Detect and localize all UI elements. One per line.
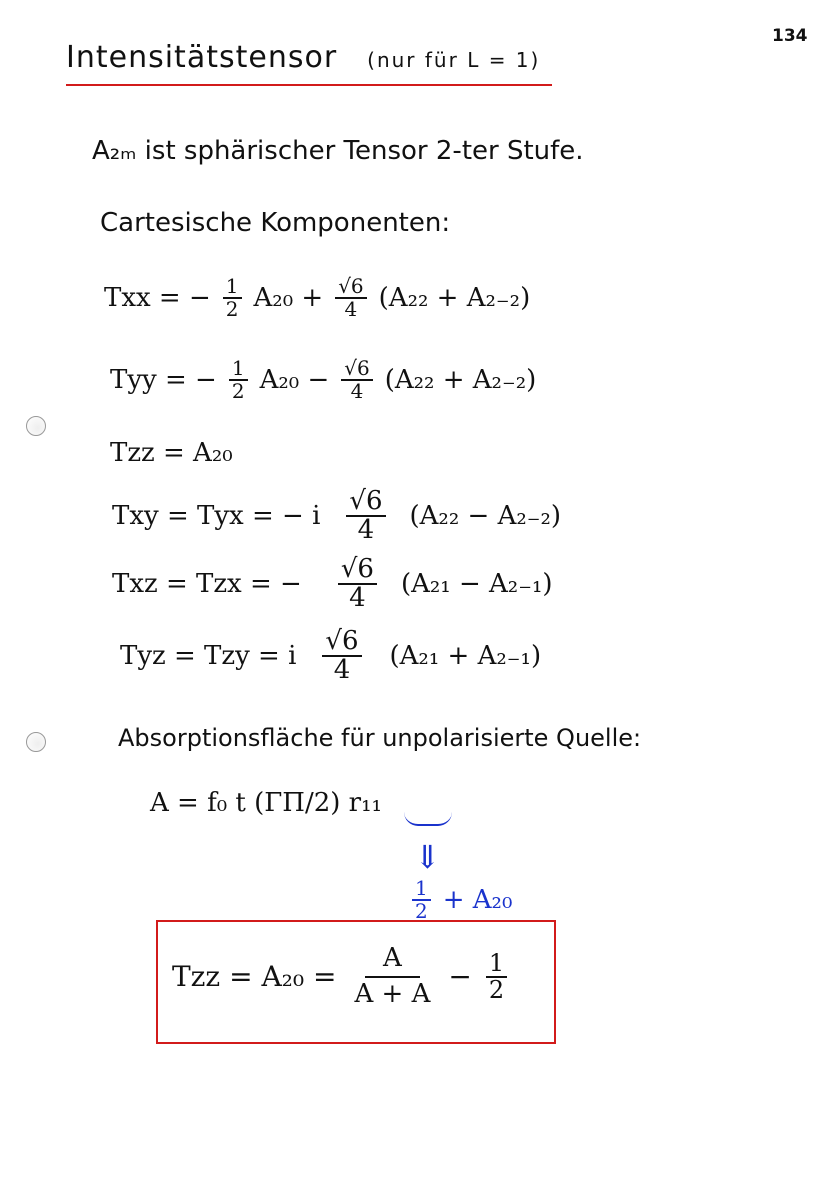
- double-down-arrow-icon: ⇓: [414, 838, 441, 876]
- fraction-denominator: 2: [231, 379, 245, 403]
- title-text: Intensitätstensor: [66, 40, 338, 75]
- fraction-numerator: √6: [341, 358, 372, 381]
- equation-tzz: [110, 438, 233, 468]
- fraction-numerator: 1: [486, 951, 507, 978]
- heading-cartesian: Cartesische Komponenten:: [100, 208, 451, 238]
- txy-rhs: (A₂₂ − A₂₋₂): [409, 501, 562, 532]
- half-fraction: [223, 276, 242, 320]
- half-fraction: [412, 878, 431, 922]
- fraction-numerator: 1: [412, 878, 431, 901]
- equation-txx: [104, 276, 530, 320]
- fraction-denominator: 4: [344, 297, 358, 321]
- half-fraction: [229, 358, 248, 402]
- result-fraction: [354, 942, 430, 1012]
- fraction-denominator: 4: [333, 655, 351, 686]
- heading-absorption: Absorptionsfläche für unpolarisierte Quelle:: [118, 724, 642, 752]
- fraction-numerator: 1: [229, 358, 248, 381]
- fraction-denominator: 4: [357, 515, 375, 546]
- punch-hole: [26, 416, 46, 436]
- fraction-numerator: √6: [346, 488, 385, 517]
- page-title: [66, 40, 540, 75]
- txy-lhs: Txy = Tyx = − i: [112, 501, 321, 532]
- result-lhs: Tzz = A₂₀ =: [172, 960, 337, 994]
- txx-mid: A₂₀ +: [253, 283, 324, 313]
- sqrt6-fraction: [341, 358, 372, 402]
- txx-lhs: Txx = −: [104, 283, 211, 313]
- fraction-numerator: 1: [223, 276, 242, 299]
- txx-rhs: (A₂₂ + A₂₋₂): [378, 283, 531, 313]
- fraction-denominator: 4: [350, 379, 364, 403]
- page-number: 134: [772, 26, 808, 46]
- absorption-equation-text: A = f₀ t (ΓΠ/2) r₁₁: [150, 788, 382, 818]
- tyy-rhs: (A₂₂ + A₂₋₂): [384, 365, 537, 395]
- tzz-lhs: Tzz = A₂₀: [110, 438, 233, 468]
- sqrt6-fraction: [338, 556, 377, 613]
- txz-rhs: (A₂₁ − A₂₋₁): [400, 569, 553, 600]
- fraction-numerator: √6: [322, 628, 361, 657]
- punch-hole: [26, 732, 46, 752]
- tyz-lhs: Tyz = Tzy = i: [120, 641, 297, 672]
- intro-line: A₂ₘ ist sphärischer Tensor 2-ter Stufe.: [92, 136, 584, 166]
- equation-txz: [112, 556, 553, 613]
- result-denominator: A + A: [354, 978, 431, 1009]
- fraction-denominator: 4: [349, 583, 366, 614]
- result-minus: −: [448, 960, 472, 994]
- equation-tyy: [110, 358, 536, 402]
- sqrt6-fraction: [335, 276, 366, 320]
- half-fraction: [486, 948, 507, 1004]
- fraction-denominator: 2: [488, 975, 505, 1004]
- title-note: (nur für L = 1): [367, 48, 541, 72]
- fraction-numerator: √6: [338, 556, 377, 585]
- sqrt6-fraction: [322, 628, 361, 685]
- result-numerator: A: [365, 942, 420, 978]
- tyy-mid: A₂₀ −: [259, 365, 330, 395]
- fraction-denominator: 2: [225, 297, 239, 321]
- txz-lhs: Txz = Tzx = −: [112, 569, 302, 600]
- sqrt6-fraction: [346, 488, 385, 545]
- fraction-numerator: √6: [335, 276, 366, 299]
- tyy-lhs: Tyy = −: [110, 365, 217, 395]
- underbrace: [404, 812, 452, 826]
- equation-txy: [112, 488, 561, 545]
- tyz-rhs: (A₂₁ + A₂₋₁): [389, 641, 542, 672]
- blue-annotation: [408, 878, 512, 922]
- result-equation: [172, 942, 511, 1012]
- fraction-denominator: 2: [415, 899, 428, 923]
- result-box: [156, 920, 556, 1044]
- equation-tyz: [120, 628, 541, 685]
- title-underline: [66, 84, 552, 86]
- annotation-text: + A₂₀: [442, 885, 513, 915]
- absorption-equation: [150, 788, 382, 818]
